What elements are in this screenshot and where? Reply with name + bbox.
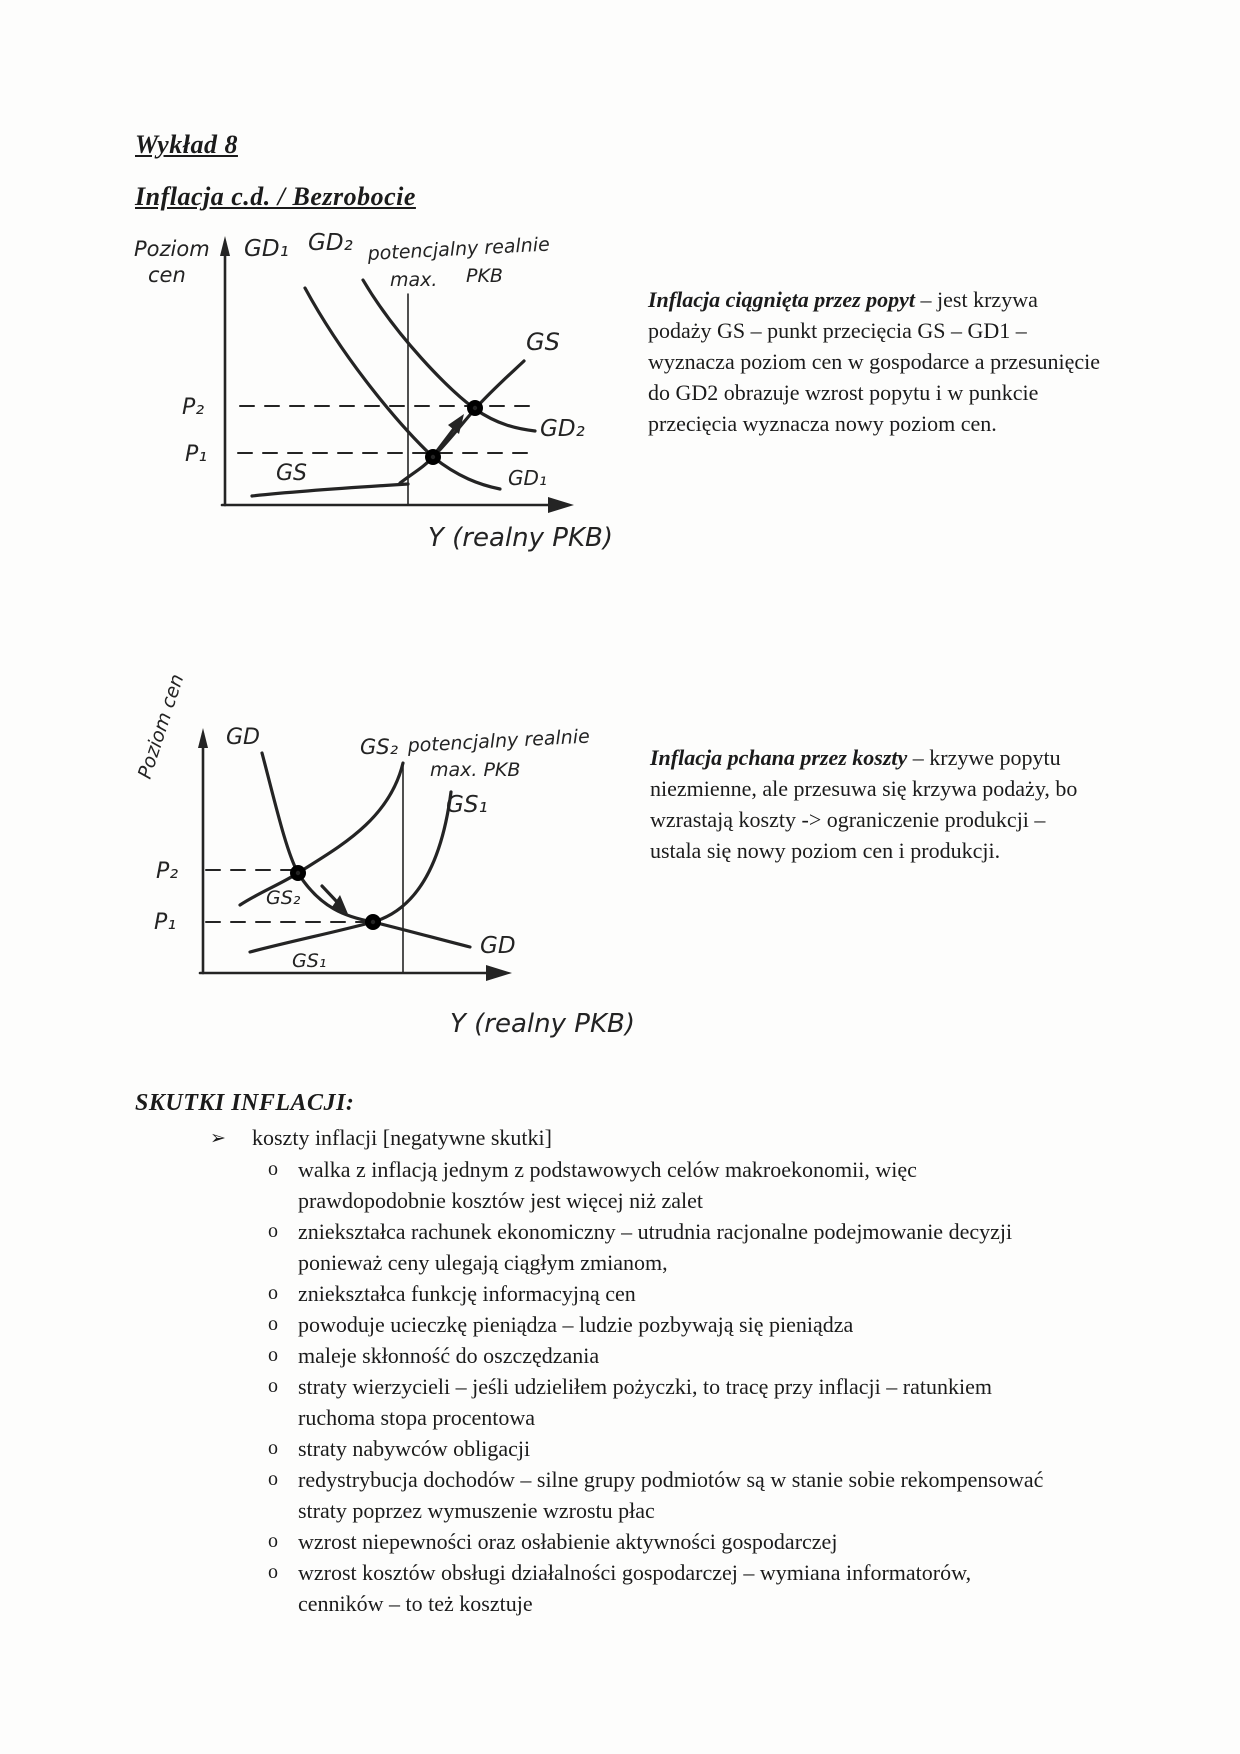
p2-label: P₂ (182, 395, 205, 420)
gs2-label-mid: GS₂ (266, 887, 301, 909)
skutki-list (210, 1122, 1090, 1619)
circle-bullet-icon: o (268, 1158, 278, 1180)
circle-bullet-icon: o (268, 1468, 278, 1490)
list-item-text: walka z inflacją jednym z podstawowych celów makroekonomii, więc prawdopodobnie kosztów jest więcej niż zalet (298, 1157, 917, 1213)
x-axis-arrow-icon (548, 497, 574, 513)
list-item-text: redystrybucja dochodów – silne grupy podmiotów są w stanie sobie rekompensować straty poprzez wymuszenie wzrostu płac (298, 1467, 1044, 1523)
circle-bullet-icon: o (268, 1437, 278, 1459)
paragraph2-body: – krzywe popytu niezmienne, ale przesuwa się krzywa podaży, bo wzrastają koszty -> ograniczenie produkcji – ustala się nowy poziom cen i produkcji. (650, 745, 1078, 863)
list-item (268, 1154, 1060, 1216)
gd-label-right: GD (480, 933, 516, 959)
y-axis-label-line1: Poziom (134, 237, 210, 261)
list-item-text: straty nabywców obligacji (298, 1436, 531, 1461)
circle-bullet-icon: o (268, 1561, 278, 1583)
list-item-level1 (210, 1122, 1090, 1154)
gd-label-top: GD (226, 725, 260, 750)
paragraph-demand-pull (648, 284, 1100, 439)
gs-label-right: GS (526, 328, 560, 356)
paragraph1-body: – jest krzywa podaży GS – punkt przecięcia GS – GD1 – wyznacza poziom cen w gospodarce a przesunięcie do GD2 obrazuje wzrost popytu i w punkcie przecięcia wyznacza nowy poziom cen. (648, 287, 1100, 436)
page-title: Wykład 8 (135, 130, 238, 159)
circle-bullet-icon: o (268, 1313, 278, 1335)
circle-bullet-icon: o (268, 1375, 278, 1397)
y-axis-label-line2: cen (148, 263, 186, 287)
circle-bullet-icon: o (268, 1282, 278, 1304)
list-item (268, 1309, 1060, 1340)
demand-pull-inflation-diagram (128, 228, 638, 558)
circle-bullet-icon: o (268, 1220, 278, 1242)
gs2-label-top: GS₂ (360, 735, 399, 759)
arrow-bullet-icon: ➢ (210, 1128, 226, 1149)
potential-gdp-label-line2: max. (390, 269, 438, 291)
shift-arrow (437, 426, 456, 451)
list-item (268, 1557, 1060, 1619)
gd1-label-top: GD₁ (244, 236, 289, 262)
potential-gdp-label-line3: PKB (466, 265, 503, 287)
paragraph1-lead: Inflacja ciągnięta przez popyt (648, 287, 916, 312)
gd1-curve (305, 288, 500, 489)
list-item-text: powoduje ucieczkę pieniądza – ludzie pozbywają się pieniądza (298, 1312, 854, 1337)
paragraph-cost-push (650, 742, 1102, 866)
list-item-text: zniekształca rachunek ekonomiczny – utrudnia racjonalne podejmowanie decyzji ponieważ ceny ulegają ciągłym zmianom, (298, 1219, 1013, 1275)
x-axis-label: Y (realny PKB) (428, 523, 613, 553)
p1-label: P₁ (185, 442, 208, 467)
gs1-label-right: GS₁ (446, 792, 488, 818)
gd1-label-right: GD₁ (508, 466, 547, 490)
y-axis-arrow-icon (198, 728, 208, 748)
page-subtitle: Inflacja c.d. / Bezrobocie (135, 182, 416, 211)
cost-push-inflation-diagram (120, 640, 640, 1050)
circle-bullet-icon: o (268, 1530, 278, 1552)
equilibrium-dot-p1 (371, 920, 375, 924)
skutki-sub-list (268, 1154, 1090, 1619)
list-item (268, 1278, 1060, 1309)
potential-gdp-label-line2: max. PKB (430, 759, 521, 781)
equilibrium-dot-p1 (431, 455, 435, 459)
list-item-text: straty wierzycieli – jeśli udzieliłem pożyczki, to tracę przy inflacji – ratunkiem ruchoma stopa procentowa (298, 1374, 992, 1430)
list-item-text: wzrost kosztów obsługi działalności gospodarczej – wymiana informatorów, cenników – to też kosztuje (298, 1560, 972, 1616)
list-item-level1-text: koszty inflacji [negatywne skutki] (252, 1125, 552, 1150)
gd2-label-right: GD₂ (540, 416, 585, 442)
p1-label: P₁ (154, 910, 177, 935)
list-item-text: maleje skłonność do oszczędzania (298, 1343, 600, 1368)
list-item-text: wzrost niepewności oraz osłabienie aktywności gospodarczej (298, 1529, 838, 1554)
gs1-label-bottom: GS₁ (292, 950, 327, 972)
circle-bullet-icon: o (268, 1344, 278, 1366)
x-axis-arrow-icon (486, 965, 512, 981)
list-item (268, 1340, 1060, 1371)
x-axis-label: Y (realny PKB) (450, 1009, 635, 1039)
section-heading-skutki: SKUTKI INFLACJI: (135, 1090, 355, 1116)
list-item (268, 1433, 1060, 1464)
gs-label-bottom: GS (276, 461, 308, 486)
paragraph2-lead: Inflacja pchana przez koszty (650, 745, 908, 770)
y-axis-arrow-icon (220, 236, 230, 256)
p2-label: P₂ (156, 859, 179, 884)
gd2-label-top: GD₂ (308, 230, 353, 256)
y-axis-label: Poziom cen (133, 671, 189, 782)
equilibrium-dot-p2 (296, 871, 300, 875)
equilibrium-dot-p2 (473, 406, 477, 410)
list-item (268, 1371, 1060, 1433)
potential-gdp-label-line1: potencjalny realnie (367, 233, 551, 265)
gs2-curve (240, 763, 403, 905)
list-item (268, 1464, 1060, 1526)
list-item (268, 1526, 1060, 1557)
gs1-curve (250, 792, 451, 952)
potential-gdp-label-line1: potencjalny realnie (407, 725, 591, 757)
list-item (268, 1216, 1060, 1278)
list-item-text: zniekształca funkcję informacyjną cen (298, 1281, 636, 1306)
